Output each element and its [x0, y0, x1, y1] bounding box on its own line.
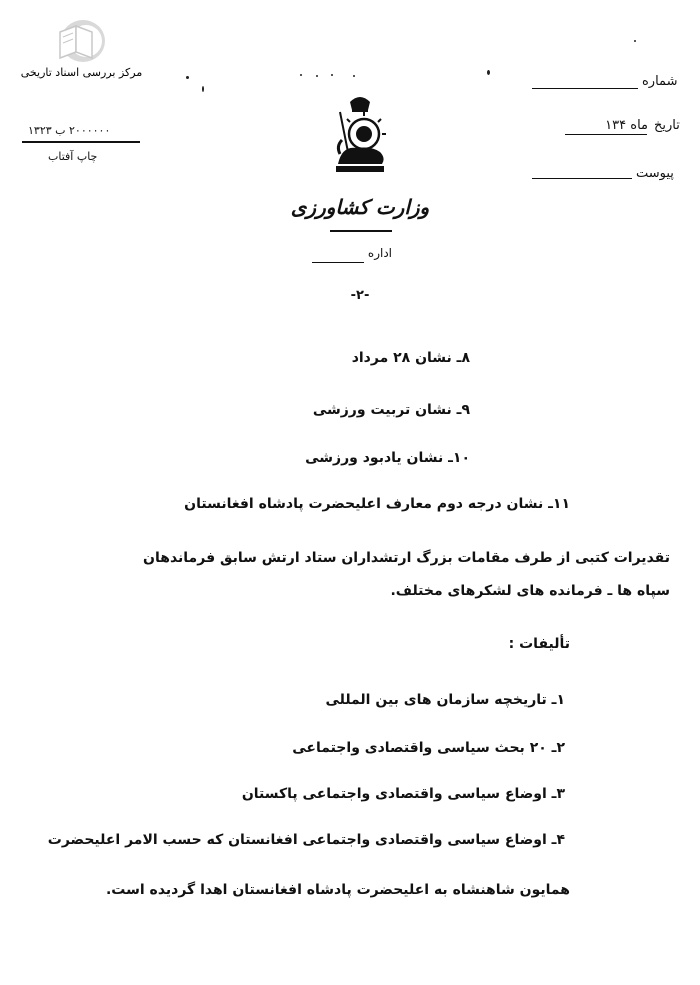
body-line: ۹ـ نشان تربیت ورزشی — [312, 402, 470, 418]
section-heading: تألیفات : — [508, 636, 570, 652]
body-line: سپاه ها ـ فرمانده های لشکرهای مختلف. — [390, 583, 670, 599]
number-label: شماره — [642, 74, 678, 89]
scan-speck — [300, 74, 302, 76]
department-line — [312, 262, 364, 263]
scan-speck — [331, 74, 333, 76]
divider — [330, 230, 392, 232]
scan-speck — [186, 76, 189, 79]
divider — [22, 141, 140, 143]
date-line — [565, 134, 647, 135]
body-line: ۱۱ـ نشان درجه دوم معارف اعلیحضرت پادشاه افغانستان — [184, 496, 570, 512]
body-line: ۱ـ تاریخچه سازمان های بین المللی — [325, 692, 565, 708]
archive-book-logo — [52, 18, 106, 64]
body-line: ۱۰ـ نشان یادبود ورزشی — [305, 450, 470, 466]
date-label: تاریخ — [654, 118, 680, 133]
scan-speck — [353, 75, 355, 77]
body-line: همایون شاهنشاه به اعلیحضرت پادشاه افغانستان اهدا گردیده است. — [105, 882, 570, 898]
department-label: اداره — [367, 246, 392, 260]
date-value: ماه ۱۳۴ — [605, 118, 648, 133]
attachment-line — [532, 178, 632, 179]
body-line: ۴ـ اوضاع سیاسی واقتصادی واجتماعی افغانستان که حسب الامر اعلیحضرت — [47, 832, 565, 848]
lion-and-sun-emblem — [328, 92, 392, 178]
page-number: -۲- — [350, 288, 370, 303]
scan-speck — [487, 70, 490, 75]
scan-speck — [634, 40, 636, 42]
scan-speck — [202, 86, 204, 92]
body-line: ۲ـ ۲۰ بحث سیاسی واقتصادی واجتماعی — [292, 740, 565, 756]
body-line: تقدیرات کتبی از طرف مقامات بزرگ ارتشداران ستاد ارتش سابق فرماندهان — [143, 550, 670, 566]
print-shop: چاپ آفتاب — [48, 150, 98, 163]
number-line — [532, 88, 638, 89]
scan-speck — [316, 75, 318, 77]
print-serial: ۲۰۰۰۰۰۰ ب ۱۳۲۳ — [28, 124, 111, 137]
watermark-text: مرکز بررسی اسناد تاریخی — [20, 66, 143, 79]
attachment-label: پیوست — [636, 166, 674, 181]
body-line: ۳ـ اوضاع سیاسی واقتصادی واجتماعی پاکستان — [241, 786, 565, 802]
body-line: ۸ـ نشان ۲۸ مرداد — [351, 350, 470, 366]
ministry-title: وزارت کشاورزی — [290, 195, 430, 219]
